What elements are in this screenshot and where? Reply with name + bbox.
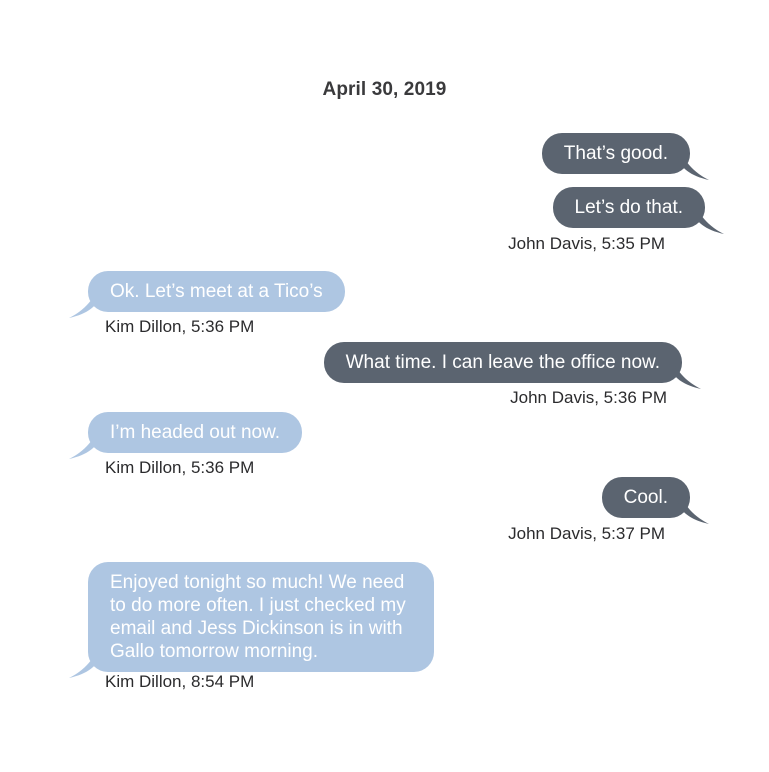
message-text: I’m headed out now. [110, 422, 281, 443]
date-header: April 30, 2019 [322, 79, 447, 100]
message-bubble[interactable] [324, 342, 682, 383]
message-text: Enjoyed tonight so much! We need to do more often. I just checked my email and Jess Dickinson is in with Gallo tomorrow morning. [110, 572, 406, 662]
message-bubble[interactable] [88, 412, 302, 453]
message-bubble[interactable] [542, 133, 690, 174]
message-text: What time. I can leave the office now. [345, 352, 660, 373]
message-bubble[interactable] [88, 562, 434, 672]
message-text: That’s good. [563, 143, 668, 164]
bubble-tail-icon [69, 419, 101, 459]
message-text: Let’s do that. [574, 197, 683, 218]
message-meta: Kim Dillon, 5:36 PM [105, 317, 255, 336]
message-meta: John Davis, 5:36 PM [510, 388, 667, 407]
bubble-tail-icon [669, 349, 701, 389]
bubble-tail-icon [677, 140, 709, 180]
message-text: Ok. Let’s meet at a Tico’s [110, 281, 323, 302]
bubble-tail-icon [69, 638, 101, 678]
message-meta: John Davis, 5:37 PM [508, 524, 665, 543]
message-bubble[interactable] [553, 187, 705, 228]
message-meta: John Davis, 5:35 PM [508, 234, 665, 253]
message-meta: Kim Dillon, 5:36 PM [105, 458, 255, 477]
message-meta: Kim Dillon, 8:54 PM [105, 672, 255, 691]
bubble-tail-icon [692, 194, 724, 234]
bubble-tail-icon [69, 278, 101, 318]
bubble-tail-icon [677, 484, 709, 524]
message-bubble[interactable] [602, 477, 690, 518]
message-bubble[interactable] [88, 271, 345, 312]
message-text: Cool. [623, 487, 668, 508]
